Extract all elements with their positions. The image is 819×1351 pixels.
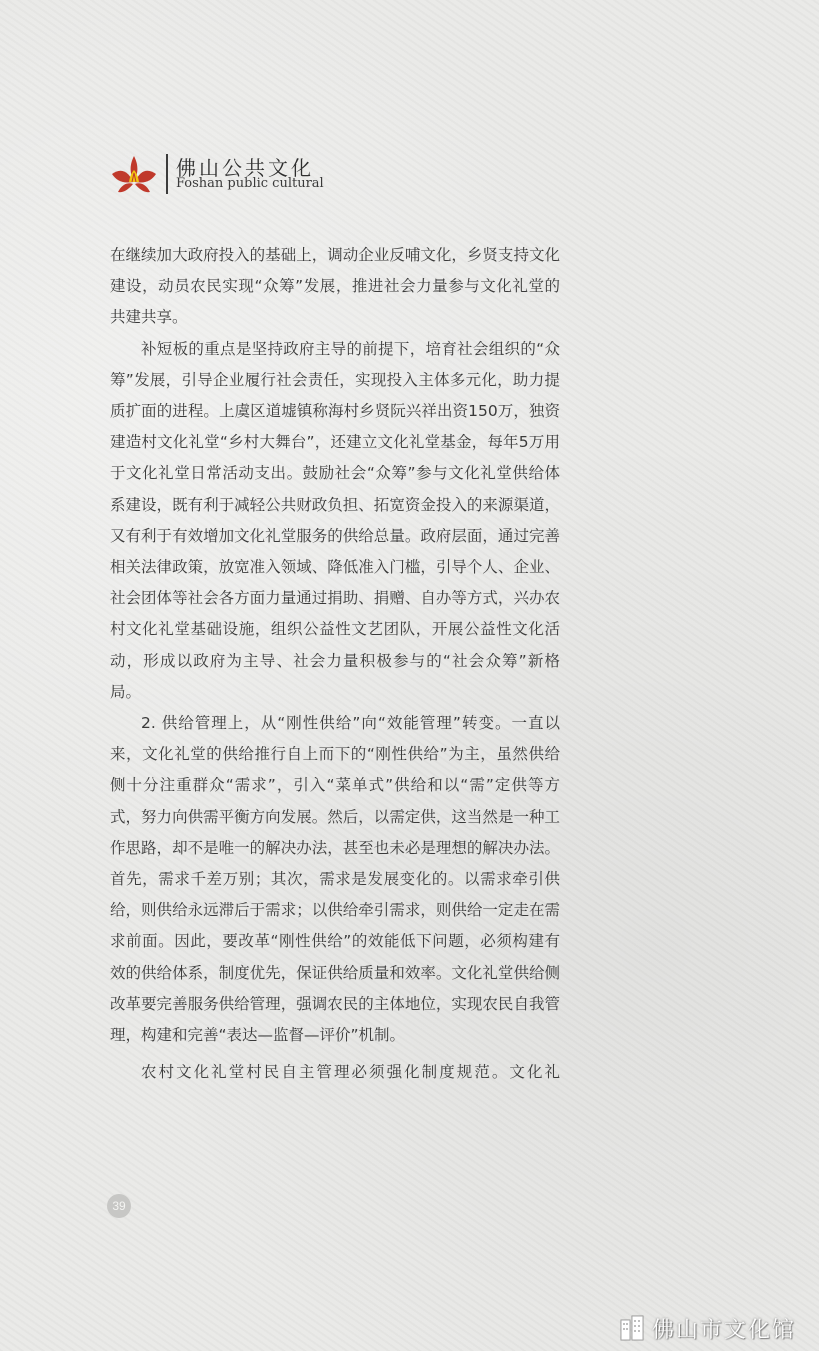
brand-subtitle: Foshan public cultural [176, 176, 324, 191]
page-number: 39 [107, 1194, 131, 1218]
building-icon [618, 1314, 646, 1342]
paragraph: 在继续加大政府投入的基础上，调动企业反哺文化，乡贤支持文化建设，动员农民实现“众筹”发展，推进社会力量参与文化礼堂的共建共享。 [110, 246, 560, 327]
header-divider [166, 154, 168, 194]
watermark [618, 1312, 818, 1344]
paragraph: 农村文化礼堂村民自主管理必须强化制度规范。文化礼 [141, 1063, 560, 1082]
kapok-flower-logo-icon [108, 152, 160, 196]
article-body [110, 240, 560, 1088]
paragraph: 补短板的重点是坚持政府主导的前提下，培育社会组织的“众筹”发展，引导企业履行社会责任，实现投入主体多元化，助力提质扩面的进程。上虞区道墟镇称海村乡贤阮兴祥出资150万，独资建造村文化礼堂“乡村大舞台”，还建立文化礼堂基金，每年5万用于文化礼堂日常活动支出。鼓励社会“众筹”参与文化礼堂供给体系建设，既有利于减轻公共财政负担、拓宽资金投入的来源渠道，又有利于有效增加文化礼堂服务的供给总量。政府层面，通过完善相关法律政策，放宽准入领域、降低准入门槛，引导个人、企业、社会团体等社会各方面力量通过捐助、捐赠、自办等方式，兴办农村文化礼堂基础设施，组织公益性文艺团队，开展公益性文化活动，形成以政府为主导、社会力量积极参与的“社会众筹”新格局。 [110, 339, 560, 701]
brand-title: 佛山公共文化 [176, 156, 314, 180]
watermark-text: 佛山市文化馆 [652, 1318, 797, 1343]
paragraph: 2. 供给管理上，从“刚性供给”向“效能管理”转变。一直以来，文化礼堂的供给推行自上而下的“刚性供给”为主，虽然供给侧十分注重群众“需求”，引入“菜单式”供给和以“需”定供等方式，努力向供需平衡方向发展。然后，以需定供，这当然是一种工作思路，却不是唯一的解决办法，甚至也未必是理想的解决办法。首先，需求千差万别；其次，需求是发展变化的。以需求牵引供给，则供给永远滞后于需求；以供给牵引需求，则供给一定走在需求前面。因此，要改革“刚性供给”的效能低下问题，必须构建有效的供给体系，制度优先，保证供给质量和效率。文化礼堂供给侧改革要完善服务供给管理，强调农民的主体地位，实现农民自我管理，构建和完善“表达—监督—评价”机制。 [110, 714, 560, 1045]
page-header [108, 150, 408, 200]
